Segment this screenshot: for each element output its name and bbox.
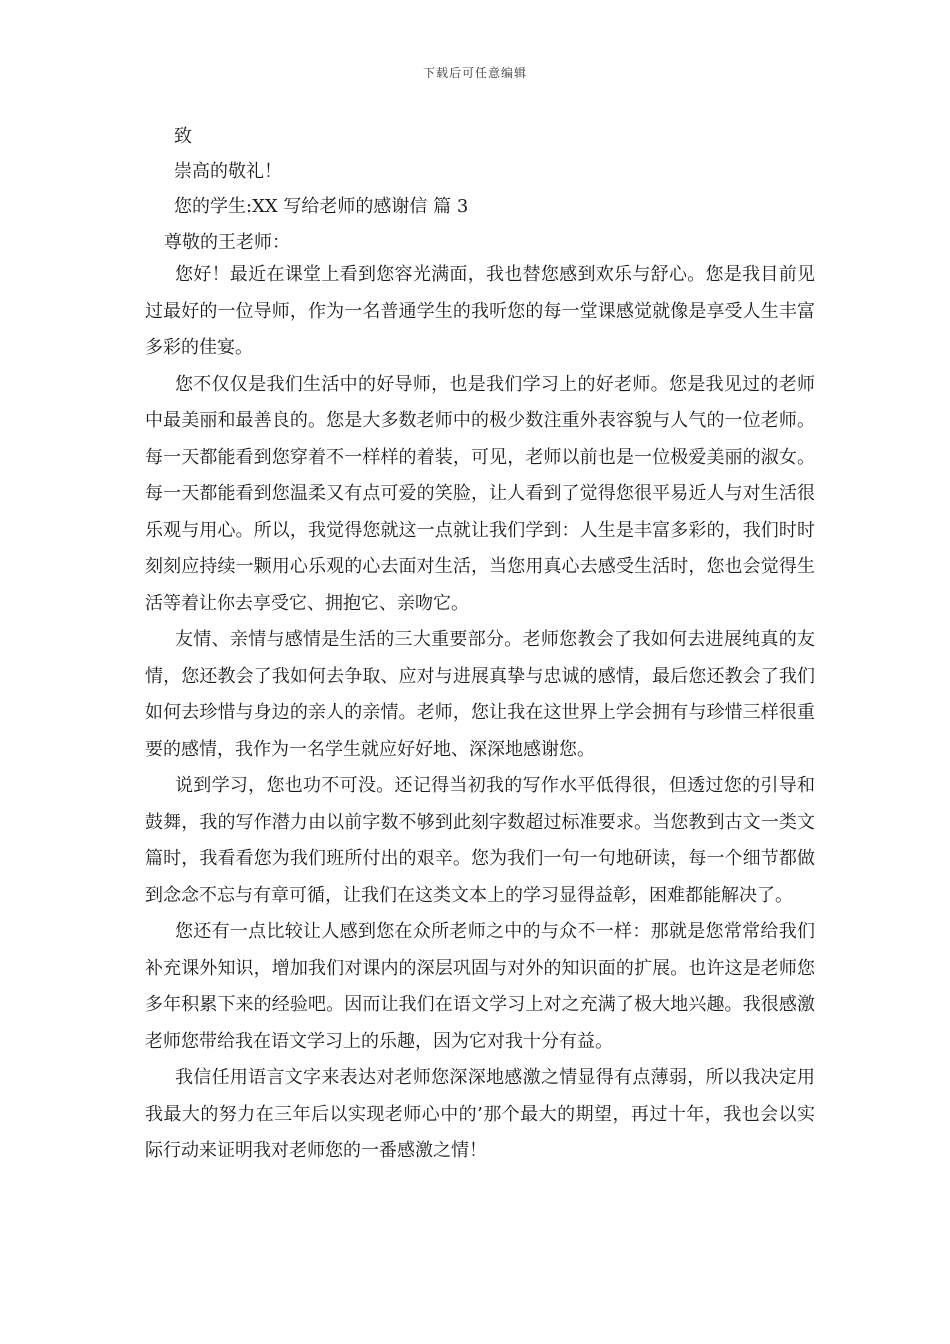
letter-paragraph: 您好！最近在课堂上看到您容光满面，我也替您感到欢乐与舒心。您是我目前见过最好的一位导师，作为一名普通学生的我听您的每一堂课感觉就像是享受人生丰富多彩的佳宴。 [145,264,815,358]
closing-to: 致 [174,126,192,147]
letter-paragraph: 说到学习，您也功不可没。还记得当初我的写作水平低得很，但透过您的引导和鼓舞，我的写作潜力由以前字数不够到此刻字数超过标准要求。当您教到古文一类文篇时，我看看您为我们班所付出的艰辛。您为我们一句一句地研读，每一个细节都做到念念不忘与有章可循，让我们在这类文本上的学习显得益彰，困难都能解决了。 [145,775,815,906]
letter-paragraph: 友情、亲情与感情是生活的三大重要部分。老师您教会了我如何去进展纯真的友情，您还教会了我如何去争取、应对与进展真挚与忠诚的感情，最后您还教会了我们如何去珍惜与身边的亲人的亲情。老师，您让我在这世界上学会拥有与珍惜三样很重要的感情，我作为一名学生就应好好地、深深地感谢您。 [145,629,815,760]
letter-paragraph: 您不仅仅是我们生活中的好导师，也是我们学习上的好老师。您是我见过的老师中最美丽和最善良的。您是大多数老师中的极少数注重外表容貌与人气的一位老师。每一天都能看到您穿着不一样样的着装，可见，老师以前也是一位极爱美丽的淑女。每一天都能看到您温柔又有点可爱的笑脸，让人看到了觉得您很平易近人与对生活很乐观与用心。所以，我觉得您就这一点就让我们学到：人生是丰富多彩的，我们时时刻刻应持续一颗用心乐观的心去面对生活，当您用真心去感受生活时，您也会觉得生活等着让你去享受它、拥抱它、亲吻它。 [145,373,815,614]
letter-paragraph: 我信任用语言文字来表达对老师您深深地感激之情显得有点薄弱，所以我决定用我最大的努力在三年后以实现老师心中的’那个最大的期望，再过十年，我也会以实际行动来证明我对老师您的一番感激之情！ [145,1067,815,1161]
closing-regards: 崇高的敬礼！ [174,161,282,182]
closing-signature-and-title: 您的学生:XX 写给老师的感谢信 篇 3 [174,196,469,217]
letter-paragraph: 您还有一点比较让人感到您在众所老师之中的与众不一样：那就是您常常给我们补充课外知识，增加我们对课内的深层巩固与对外的知识面的扩展。也许这是老师您多年积累下来的经验吧。因而让我们在语文学习上对之充满了极大地兴趣。我很感激老师您带给我在语文学习上的乐趣，因为它对我十分有益。 [145,921,815,1052]
header-note: 下载后可任意编辑 [422,66,527,80]
letter-salutation: 尊敬的王老师： [164,232,290,253]
letter-body [145,257,815,1170]
